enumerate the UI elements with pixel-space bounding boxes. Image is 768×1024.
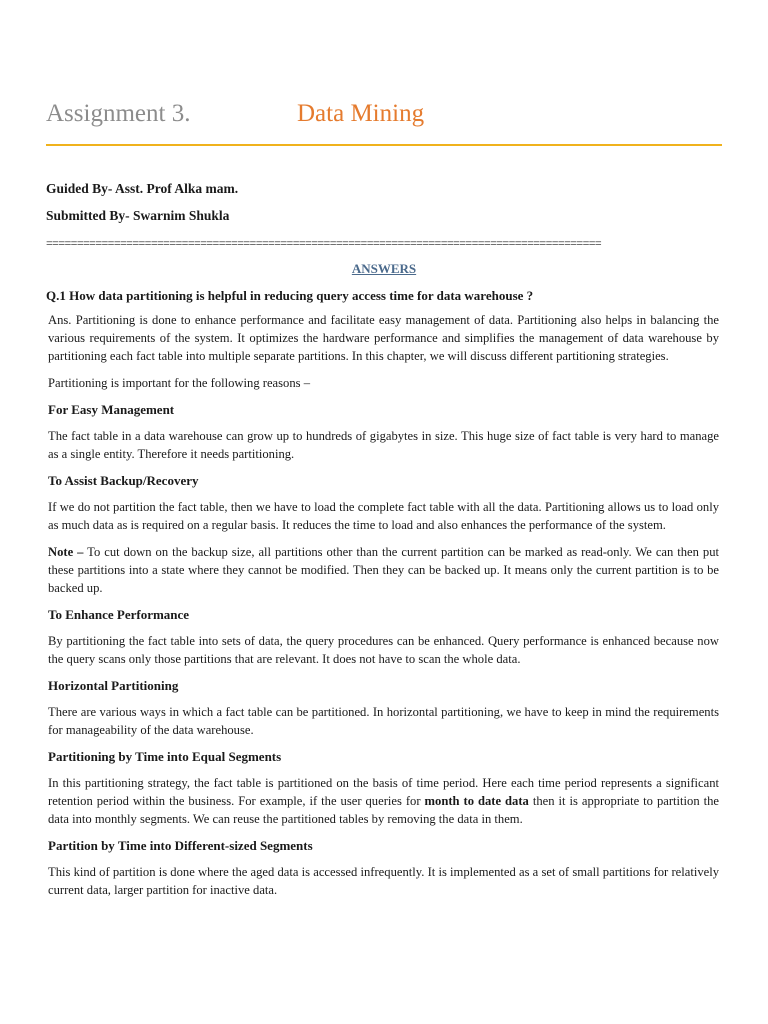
document-header	[46, 100, 722, 148]
heading-horizontal-partitioning: Horizontal Partitioning	[48, 678, 179, 693]
heading-different-segments: Partition by Time into Different-sized Segments	[48, 838, 313, 853]
heading-equal-segments: Partitioning by Time into Equal Segments	[48, 749, 282, 764]
submitted-by: Submitted By- Swarnim Shukla	[46, 208, 230, 223]
note-paragraph	[48, 543, 719, 597]
equal-text-b: then it is appropriate to partition the data into monthly segments. We can reuse the partitioned tables by removing the data in them.	[48, 794, 719, 826]
heading-easy-management: For Easy Management	[48, 402, 175, 417]
header-rule	[46, 144, 722, 146]
note-text: To cut down on the backup size, all partitions other than the current partition can be marked as read-only. We can then put these partitions into a state where they cannot be modified. Then they can be backed up. It means only the current partition is to be backed up.	[48, 545, 719, 595]
paragraph-equal-segments	[48, 774, 719, 828]
answers-heading: ANSWERS	[351, 261, 417, 276]
assignment-title: Assignment 3.	[46, 100, 191, 127]
reasons-lead: Partitioning is important for the following reasons –	[48, 376, 310, 390]
heading-backup-recovery: To Assist Backup/Recovery	[48, 473, 199, 488]
equal-text-bold: month to date data	[424, 794, 529, 808]
separator-line: ==========================================================================================	[46, 236, 602, 250]
paragraph-horizontal-partitioning: There are various ways in which a fact table can be partitioned. In horizontal partitioning, we have to keep in mind the requirements for manageability of the data warehouse.	[48, 705, 719, 737]
note-label: Note –	[48, 545, 84, 559]
paragraph-different-segments: This kind of partition is done where the aged data is accessed infrequently. It is implemented as a set of small partitions for relatively current data, larger partition for inactive data.	[48, 865, 719, 897]
answer-body	[48, 287, 719, 908]
equal-text-a: In this partitioning strategy, the fact table is partitioned on the basis of time period. Here each time period represents a significant retention period within the business. For example, if the user queries for	[48, 776, 719, 808]
intro-paragraph: Ans. Partitioning is done to enhance performance and facilitate easy management of data. Partitioning also helps in balancing the various requirements of the system. It optimizes the hardware performance and simplifies the management of data warehouse by partitioning each fact table into multiple separate partitions. In this chapter, we will discuss different partitioning strategies.	[48, 313, 719, 363]
guided-by: Guided By- Asst. Prof Alka mam.	[46, 181, 239, 196]
paragraph-enhance-performance: By partitioning the fact table into sets of data, the query procedures can be enhanced. Query performance is enhanced because now the query scans only those partitions that are relevant. It does not have to scan the whole data.	[48, 634, 719, 666]
subject-title: Data Mining	[297, 100, 425, 127]
question-1: Q.1 How data partitioning is helpful in reducing query access time for data warehouse ?	[46, 288, 534, 303]
paragraph-backup-recovery: If we do not partition the fact table, then we have to load the complete fact table with all the data. Partitioning allows us to load only as much data as is required on a regular basis. It reduces the time to load and also enhances the performance of the system.	[48, 500, 719, 532]
heading-enhance-performance: To Enhance Performance	[48, 607, 190, 622]
paragraph-easy-management: The fact table in a data warehouse can grow up to hundreds of gigabytes in size. This huge size of fact table is very hard to manage as a single entity. Therefore it needs partitioning.	[48, 429, 719, 461]
